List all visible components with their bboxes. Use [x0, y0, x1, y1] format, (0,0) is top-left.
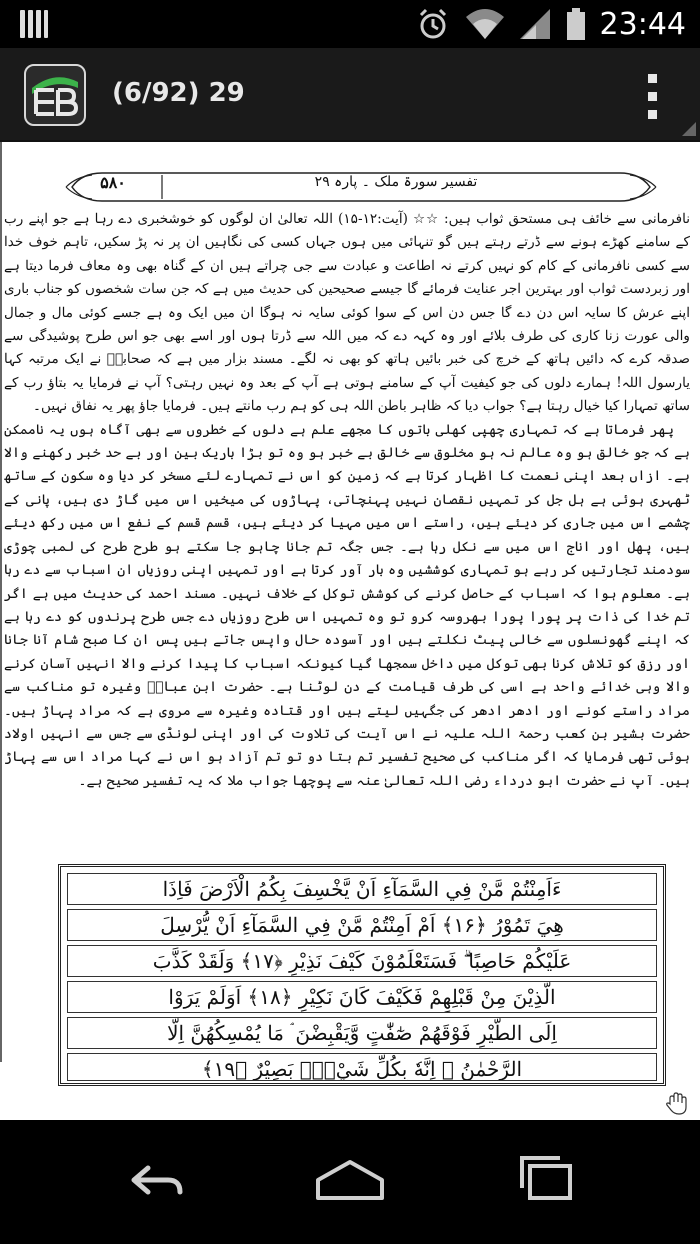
- verse-line: الرَّحْمٰنُ ۭ اِنَّهٗ بِكُلِّ شَيْءٍۢ بَصِيْرٌ ﴿۱۹﴾: [67, 1053, 657, 1081]
- wifi-icon: [464, 7, 506, 41]
- page-number: ۵۸۰: [100, 173, 126, 192]
- page-edge: [0, 142, 2, 1062]
- tafsir-paragraph: نافرمانی سے خائف ہی مستحق ثواب ہیں: ☆☆ (آیت:١٢-١۵) اللہ تعالیٰ ان لوگوں کو خوشخبری دے رہا ہے جو اپنے رب کے سامنے کھڑے ہونے سے ڈرتے رہتے ہیں گو تنہائی میں ہوں جہاں کسی کی نگاہیں ان پر نہ پڑ سکیں، تاہم خوف خدا سے کسی نافرمانی کے کام کو نہیں کرتے نہ اطاعت و عبادت سے جی چراتے ہیں ان کے گناہ بھی وہ معاف فرما دیتا ہے اور زبردست ثواب اور بہترین اجر عنایت فرمائے گا جیسے صحیحین کی حدیث میں ہے کہ جن سات شخصوں کو جناب باری اپنے عرش کا سایہ اس دن دے گا جس دن اس کے سوا کوئی سایہ نہ ہوگا ان میں ایک وہ ہے جسے کوئی مال و جمال والی عورت زنا کاری کی طرف بلائے اور وہ کہہ دے کہ میں اللہ سے ڈرتا ہوں اور اسے بھی جو اس طرح پوشیدگی سے صدقہ کرے کہ دائیں ہاتھ کے خرچ کی خبر بائیں ہاتھ کو بھی نہ لگے۔ مسند بزار میں ہے کہ صحابہؓ نے ایک مرتبہ کہا یارسول اللہ! ہمارے دلوں کی جو کیفیت آپ کے سامنے ہوتی ہے آپ کے بعد وہ نہیں رہتی؟ آپ نے فرمایا یہ بتاؤ رب کے ساتھ تمہارا کیا خیال رہتا ہے؟ جواب دیا کہ ظاہر باطن اللہ ہی کو ہم رب مانتے ہیں۔ فرمایا جاؤ پھر یہ نفاق نہیں۔: [4, 211, 690, 415]
- tafsir-paragraph: پھر فرماتا ہے کہ تمہاری چھپی کھلی باتوں کا مجھے علم ہے دلوں کے خطروں سے بھی آگاہ ہوں یہ ناممکن ہے کہ جو خالق ہو وہ عالم نہ ہو مخلوق سے خالق بے خبر ہو وہ تو بڑا باریک بین اور بے حد خبر رکھنے والا ہے۔ ازاں بعد اپنی نعمت کا اظہار کرتا ہے کہ زمین کو اس نے تمہارے لئے مسخر کر دیا وہ سکون کے ساتھ ٹھہری ہوئی ہے ہل جل کر تمہیں نقصان نہیں پہنچاتی، پہاڑوں کی میخیں اس میں گاڑ دی ہیں، پانی کے چشمے اس میں جاری کر دیئے ہیں، راستے اس میں مہیا کر دیئے ہیں، قسم قسم کے نفع اس میں رکھ دیئے ہیں، پھل اور اناج اس میں سے نکل رہا ہے۔ جس جگہ تم جانا چاہو جا سکتے ہو طرح طرح کی لمبی چوڑی سودمند تجارتیں کر رہے ہو تمہاری کوششیں وہ بار آور کرتا ہے اور تمہیں اپنی روزیاں ان اسباب سے دے رہا ہے۔ معلوم ہوا کہ اسباب کے حاصل کرنے کی کوشش توکل کے خلاف نہیں۔ مسند احمد کی حدیث میں ہے اگر تم خدا کی ذات پر پورا پورا بھروسہ کرو تو وہ تمہیں اس طرح روزیاں دے جس طرح پرندوں کو دے رہا ہے کہ اپنے گھونسلوں سے خالی پیٹ نکلتے ہیں اور آسودہ حال واپس جاتے ہیں پس ان کا صبح شام آنا جانا اور رزق کو تلاش کرنا بھی توکل میں داخل سمجھا گیا کیونکہ اسباب کا پیدا کرنے والا انہیں آسان کرنے والا وہی خدائے واحد ہے اسی کی طرف قیامت کے دن لوٹنا ہے۔ حضرت ابن عباسؓ وغیرہ تو مناکب سے مراد راستے کونے اور ادھر ادھر کی جگہیں لیتے ہیں اور قتادہ وغیرہ سے مروی ہے کہ مراد پہاڑ ہیں۔ حضرت بشیر بن کعب رحمۃ اللہ علیہ نے اس آیت کی تلاوت کی اور اپنی لونڈی سے جس سے انہیں اولاد ہوئی تھی فرمایا کہ اگر مناکب کی صحیح تفسیر تم بتا دو تو تم آزاد ہو اس نے کہا مراد اس سے پہاڑ ہیں۔ آپ نے حضرت ابو درداء رضی اللہ تعالیٰ عنہ سے پوچھا جواب ملا کہ یہ تفسیر صحیح ہے۔: [4, 421, 690, 789]
- navigation-bar: [0, 1122, 700, 1244]
- verse-line: عَلَيْكُمْ حَاصِبًا ۗ فَسَتَعْلَمُوْنَ كَيْفَ نَذِيْرِ ﴿۱۷﴾ وَلَقَدْ كَذَّبَ: [67, 945, 657, 977]
- verse-line: هِيَ تَمُوْرُ ﴿۱۶﴾ اَمْ اَمِنْتُمْ مَّنْ فِي السَّمَآءِ اَنْ يُّرْسِلَ: [67, 909, 657, 941]
- signal-icon: [520, 7, 552, 41]
- verse-line: ءَاَمِنْتُمْ مَّنْ فِي السَّمَآءِ اَنْ يَّخْسِفَ بِكُمُ الْاَرْضَ فَاِذَا: [67, 873, 657, 905]
- menu-corner-indicator-icon: [682, 122, 696, 136]
- alarm-icon: [416, 7, 450, 41]
- recents-icon[interactable]: [506, 1150, 586, 1210]
- hand-pan-icon[interactable]: [664, 1090, 690, 1116]
- tafsir-body-text: [4, 208, 690, 793]
- page-counter-title: (6/92) 29: [112, 78, 245, 108]
- quran-verse-box: [58, 864, 666, 1086]
- verse-line: اِلَى الطَّيْرِ فَوْقَهُمْ صٰٓفّٰتٍ وَّيَقْبِضْنَ ۘ مَا يُمْسِكُهُنَّ اِلَّا: [67, 1017, 657, 1049]
- action-bar: [0, 48, 700, 142]
- clock: 23:44: [599, 6, 686, 42]
- battery-icon: [566, 7, 586, 41]
- overflow-menu-icon[interactable]: [644, 72, 660, 122]
- page-header-title: تفسیر سورۃ ملک ۔ پارہ ۲۹: [314, 174, 478, 190]
- status-bar: [0, 0, 700, 48]
- home-icon[interactable]: [310, 1150, 390, 1210]
- eb-app-logo-icon[interactable]: [24, 64, 86, 126]
- back-icon[interactable]: [116, 1150, 196, 1210]
- verse-line: الَّذِيْنَ مِنْ قَبْلِهِمْ فَكَيْفَ كَانَ نَكِيْرِ ﴿۱۸﴾ اَوَلَمْ يَرَوْا: [67, 981, 657, 1013]
- status-icons: [416, 0, 686, 48]
- notification-bars-icon: [20, 10, 50, 38]
- book-page[interactable]: [0, 142, 700, 1120]
